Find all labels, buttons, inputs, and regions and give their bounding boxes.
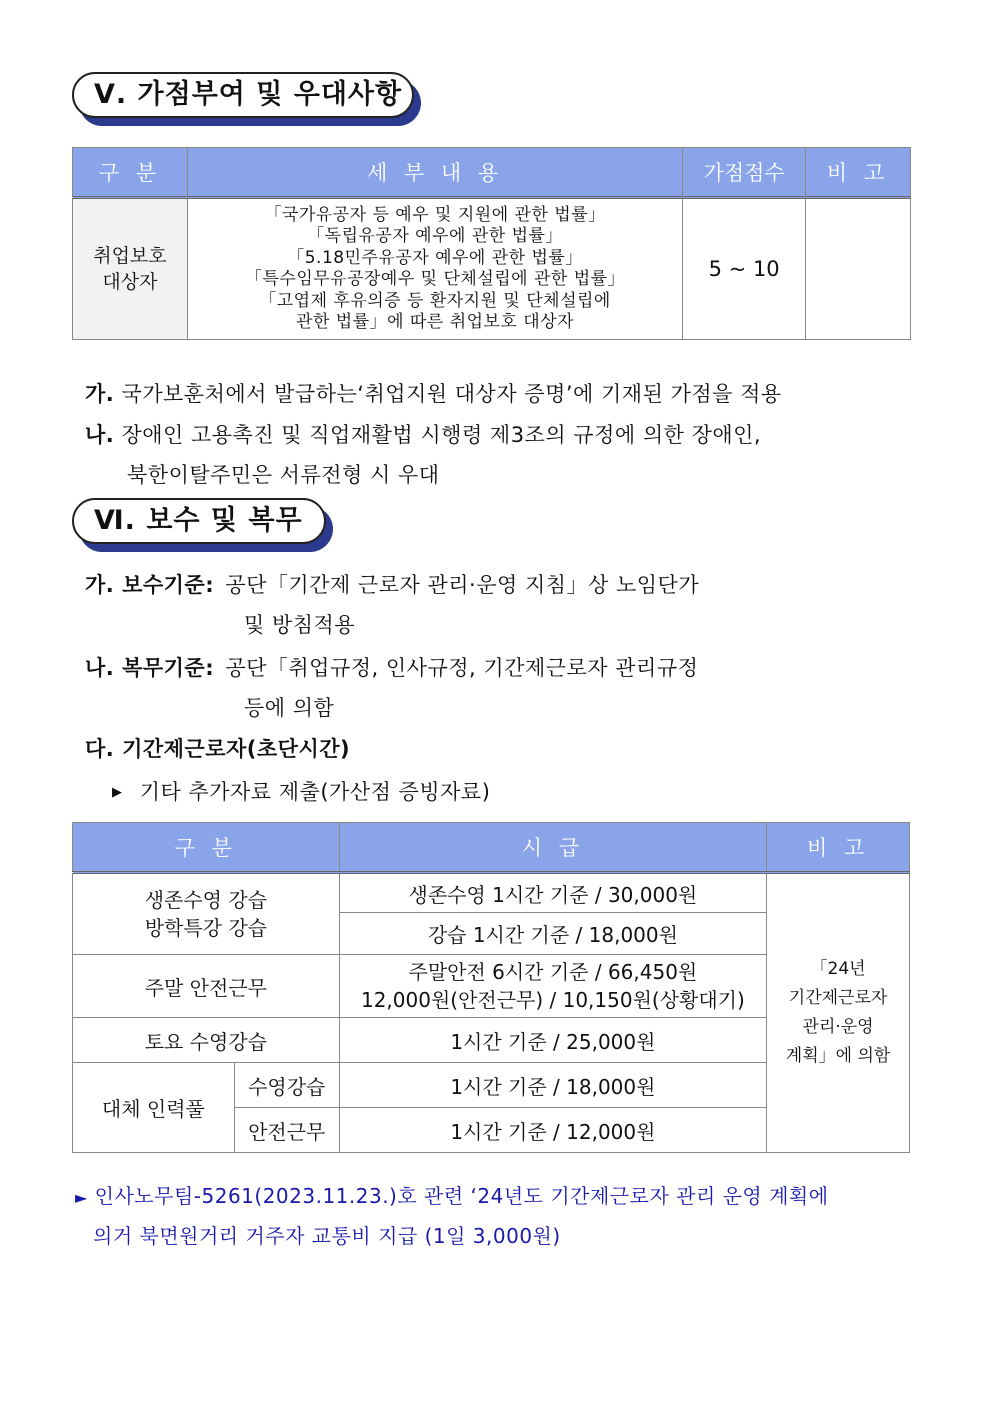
header-remark: 비 고 <box>767 823 910 873</box>
arrow-bullet-icon: ► <box>75 1188 88 1207</box>
subcategory-cell: 안전근무 <box>234 1108 339 1153</box>
header-category: 구 분 <box>73 148 188 198</box>
bonus-points-table <box>72 147 911 340</box>
wage-cell: 주말안전 6시간 기준 / 66,450원 12,000원(안전근무) / 10,150원(상황대기) <box>339 955 766 1018</box>
detail-line: 관한 법률」에 따른 취업보호 대상자 <box>296 312 575 332</box>
pay-standard-continued: 및 방침적용 <box>244 613 356 637</box>
category-cell: 주말 안전근무 <box>73 955 340 1018</box>
note-line: ► 인사노무팀-5261(2023.11.23.)호 관련 ‘24년도 기간제근로자 관리 운영 계획에 <box>75 1184 829 1208</box>
header-category: 구 분 <box>73 823 340 873</box>
detail-line: 「고엽제 후유의증 등 환자지원 및 단체설립에 <box>259 290 611 311</box>
subcategory-cell: 수영강습 <box>234 1063 339 1108</box>
category-line: 취업보호 <box>93 245 167 267</box>
detail-line: 「5.18민주유공자 예우에 관한 법률」 <box>287 247 583 268</box>
note-line-continued: 의거 북면원거리 거주자 교통비 지급 (1일 3,000원) <box>93 1224 561 1248</box>
category-line: 대상자 <box>102 271 158 293</box>
wage-cell: 1시간 기준 / 12,000원 <box>339 1108 766 1153</box>
header-details: 세 부 내 용 <box>187 148 682 198</box>
detail-line: 「독립유공자 예우에 관한 법률」 <box>307 226 563 246</box>
remark-cell: 「24년 기간제근로자 관리·운영 계획」에 의함 <box>767 873 910 1153</box>
header-wage: 시 급 <box>339 823 766 873</box>
section5-title: Ⅴ. 가점부여 및 우대사항 <box>72 72 414 118</box>
section6-title: Ⅵ. 보수 및 복무 <box>72 498 326 544</box>
duty-standard-continued: 등에 의함 <box>244 696 335 720</box>
category-cell <box>73 198 188 340</box>
hourly-wage-table <box>72 822 910 1153</box>
wage-cell: 1시간 기준 / 25,000원 <box>339 1018 766 1063</box>
category-cell: 대체 인력풀 <box>73 1063 235 1153</box>
duty-standard: 나. 복무기준: 공단「취업규정, 인사규정, 기간제근로자 관리규정 <box>85 656 699 680</box>
sub-heading: 다. 기간제근로자(초단시간) <box>85 737 351 761</box>
wage-cell: 강습 1시간 기준 / 18,000원 <box>339 913 766 955</box>
header-score: 가점점수 <box>683 148 806 198</box>
item-ga: 가. 국가보훈처에서 발급하는‘취업지원 대상자 증명’에 기재된 가점을 적용 <box>85 382 782 406</box>
wage-cell: 생존수영 1시간 기준 / 30,000원 <box>339 873 766 913</box>
score-cell: 5 ~ 10 <box>683 198 806 340</box>
detail-line: 「특수임무유공장예우 및 단체설립에 관한 법률」 <box>244 269 626 289</box>
category-cell: 토요 수영강습 <box>73 1018 340 1063</box>
header-remark: 비 고 <box>806 148 911 198</box>
remark-cell <box>806 198 911 340</box>
item-na: 나. 장애인 고용촉진 및 직업재활법 시행령 제3조의 규정에 의한 장애인, <box>85 423 762 447</box>
category-cell: 생존수영 강습 방학특강 강습 <box>73 873 340 955</box>
triangle-bullet-icon: ▶ <box>112 785 123 800</box>
details-cell <box>187 198 682 340</box>
bullet-item: ▶ 기타 추가자료 제출(가산점 증빙자료) <box>112 780 491 804</box>
pay-standard: 가. 보수기준: 공단「기간제 근로자 관리·운영 지침」상 노임단가 <box>85 573 700 597</box>
wage-cell: 1시간 기준 / 18,000원 <box>339 1063 766 1108</box>
detail-line: 「국가유공자 등 예우 및 지원에 관한 법률」 <box>264 204 606 225</box>
item-na-continued: 북한이탈주민은 서류전형 시 우대 <box>127 463 440 487</box>
